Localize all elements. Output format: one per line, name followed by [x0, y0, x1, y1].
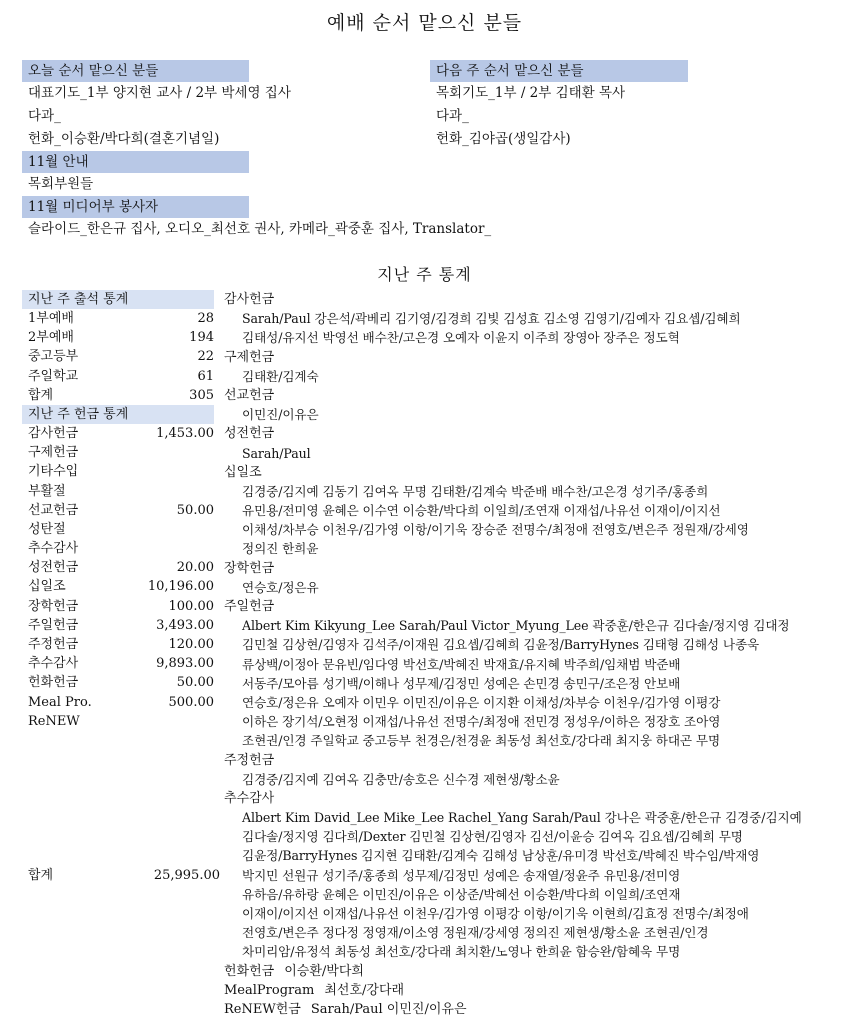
offering-row	[22, 462, 214, 481]
next-week-header: 다음 주 순서 맡으신 분들	[430, 60, 688, 82]
offering-row-label: 장학헌금	[28, 598, 79, 614]
detail-footer-category: 헌화헌금	[224, 963, 275, 979]
detail-footer-category: MealProgram	[224, 982, 315, 998]
attendance-row	[22, 367, 214, 386]
detail-names-line: 유민용/전미영 윤혜은 이수연 이승환/박다희 이일희/조연재 이재섭/나유선 이재이/이지선	[242, 503, 721, 519]
offering-row	[22, 712, 214, 731]
next-week-line: 헌화_김야곱(생일감사)	[436, 131, 571, 147]
today-header: 오늘 순서 맡으신 분들	[22, 60, 249, 82]
offering-row	[22, 635, 214, 654]
november-notice-header: 11월 안내	[22, 151, 249, 173]
detail-names-line: 김민철 김상현/김영자 김석주/이재원 김요셉/김혜희 김윤정/BarryHynes 김태형 김해성 나종욱	[242, 637, 760, 653]
offering-row-value: 500.00	[168, 694, 214, 710]
attendance-row-value: 22	[197, 349, 214, 365]
november-media-line: 슬라이드_한은규 집사, 오디오_최선호 권사, 카메라_곽중훈 집사, Translator_	[28, 221, 492, 237]
today-line: 다과_	[28, 108, 61, 124]
detail-category: 선교헌금	[224, 387, 275, 403]
detail-names-line: 김윤정/BarryHynes 김지현 김태환/김계숙 김해성 남상훈/유미경 박선호/박혜진 박수임/박재영	[242, 848, 760, 864]
detail-names-line: 전영호/변은주 정다정 정영재/이소영 정원재/강세영 정의진 제현생/황소윤 조현권/인경	[242, 925, 709, 941]
offering-row-label: 추수감사	[28, 656, 79, 672]
detail-names-line: 김태환/김계숙	[242, 368, 319, 384]
detail-category: 추수감사	[224, 790, 275, 806]
offering-row	[22, 501, 214, 520]
attendance-header: 지난 주 출석 통계	[22, 290, 214, 309]
detail-names-line: 연승호/정은유 오예자 이민우 이민진/이유은 이지환 이채성/차부승 이천우/김가영 이평강	[242, 694, 721, 710]
offering-row	[22, 597, 214, 616]
detail-names-line: 이민진/이유은	[242, 407, 319, 423]
offering-row	[22, 654, 214, 673]
offering-row-value: 50.00	[176, 502, 214, 518]
attendance-row-label: 합계	[28, 387, 54, 403]
offering-row	[22, 673, 214, 692]
offering-row-label: 추수감사	[28, 541, 79, 557]
offering-row	[22, 558, 214, 577]
detail-footer-line	[224, 1000, 834, 1019]
detail-category: 성전헌금	[224, 426, 275, 442]
detail-footer-names: 최선호/강다래	[324, 982, 405, 998]
attendance-row-label: 2부예배	[28, 330, 74, 346]
offering-row-label: 주정헌금	[28, 637, 79, 652]
offering-row	[22, 539, 214, 558]
offering-total-label: 합계	[28, 868, 54, 883]
detail-names-line: 연승호/정은유	[242, 579, 319, 595]
offering-row-label: 부활절	[28, 483, 66, 499]
november-notice-line: 목회부원들	[28, 176, 94, 192]
detail-names-line: 김태성/유지선 박영선 배수찬/고은경 오예자 이윤지 이주희 장영아 장주은 정도혁	[242, 330, 680, 346]
page-title: 예배 순서 맡으신 분들	[326, 12, 523, 34]
offering-row-value: 100.00	[168, 598, 214, 614]
offering-row-value: 20.00	[176, 560, 214, 576]
offering-row-label: 기타수입	[28, 464, 79, 480]
detail-names-line: 조현권/인경 주일학교 중고등부 천경은/천경윤 최동성 최선호/강다래 최지웅 하대곤 무명	[242, 733, 721, 749]
detail-names-line: 정의진 한희윤	[242, 541, 319, 557]
offering-row-label: Meal Pro.	[28, 694, 92, 710]
detail-footer-category: ReNEW헌금	[224, 1001, 301, 1017]
november-media-header: 11월 미디어부 봉사자	[22, 196, 249, 218]
detail-category: 주일헌금	[224, 599, 275, 614]
attendance-row-value: 61	[197, 368, 214, 384]
attendance-row-value: 28	[197, 311, 214, 326]
attendance-row-label: 중고등부	[28, 349, 79, 365]
offering-row	[22, 616, 214, 635]
offering-row	[22, 482, 214, 501]
detail-footer-line	[224, 981, 834, 1000]
detail-footer-line	[224, 962, 834, 981]
attendance-row	[22, 328, 214, 347]
attendance-row-label: 주일학교	[28, 368, 79, 384]
detail-names-line: 이하은 장기석/오현정 이재섭/나유선 전명수/최정애 전민경 정성우/이하은 정장호 조아영	[242, 714, 721, 730]
stats-title: 지난 주 통계	[377, 265, 472, 284]
stats-column	[22, 290, 214, 731]
detail-names-line: 류상백/이정아 문유빈/임다영 박선호/박혜진 박재효/유지혜 박주희/임채범 박준배	[242, 656, 681, 672]
detail-category: 주정헌금	[224, 752, 275, 768]
offering-row-label: 십일조	[28, 579, 66, 595]
offering-row-label: 구제헌금	[28, 445, 79, 461]
offering-row	[22, 693, 214, 712]
offering-row-value: 10,196.00	[147, 579, 214, 595]
attendance-row-value: 305	[189, 387, 214, 403]
offering-row	[22, 443, 214, 462]
attendance-row	[22, 386, 214, 405]
offering-row	[22, 424, 214, 443]
detail-footer-names: 이승환/박다희	[284, 963, 364, 979]
detail-names-line: 박지민 선원규 성기주/홍종희 성무제/김정민 성예은 송재열/정윤주 유민용/전미영	[242, 867, 681, 883]
attendance-row	[22, 309, 214, 328]
attendance-row-value: 194	[189, 330, 214, 346]
detail-category: 십일조	[224, 464, 262, 480]
offering-row	[22, 520, 214, 539]
offering-row-value: 120.00	[168, 637, 214, 652]
next-week-line: 다과_	[436, 108, 469, 124]
offering-row-label: ReNEW	[28, 713, 80, 729]
offering-row-label: 성전헌금	[28, 560, 79, 576]
offering-row-label: 감사헌금	[28, 425, 79, 441]
offering-row	[22, 577, 214, 596]
offering-row-label: 헌화헌금	[28, 675, 79, 691]
offering-row-label: 주일헌금	[28, 617, 79, 633]
offering-row-label: 성탄절	[28, 521, 66, 537]
detail-names-line: 이채성/차부승 이천우/김가영 이항/이기욱 장승준 전명수/최정애 전영호/변은주 정원재/강세영	[242, 522, 749, 538]
detail-category: 감사헌금	[224, 292, 275, 307]
offering-row-value: 3,493.00	[156, 617, 214, 633]
attendance-row	[22, 347, 214, 366]
detail-names-line: 차미리암/유정석 최동성 최선호/강다래 최치환/노영나 한희윤 함승완/함혜욱 무명	[242, 944, 681, 960]
left-column	[22, 60, 492, 241]
offering-details	[224, 290, 834, 1019]
next-week-line: 목회기도_1부 / 2부 김태환 목사	[436, 85, 626, 101]
detail-names-line: 김경중/김지예 김여옥 김충만/송호은 신수경 제현생/황소윤	[242, 771, 560, 787]
detail-names-line: 이재이/이지선 이재섭/나유선 이천우/김가영 이평강 이항/이기욱 이현희/김효정 전명수/최정애	[242, 906, 749, 921]
offering-total-value: 25,995.00	[153, 868, 220, 883]
attendance-row-label: 1부예배	[28, 311, 74, 326]
offering-row-value: 9,893.00	[156, 656, 214, 672]
offering-row-value: 50.00	[176, 675, 214, 691]
attendance-table	[22, 309, 214, 405]
offering-row-label: 선교헌금	[28, 502, 79, 518]
offering-header: 지난 주 헌금 통계	[22, 405, 214, 424]
offering-total-row	[22, 866, 220, 885]
detail-footer-names: Sarah/Paul 이민진/이유은	[310, 1001, 467, 1017]
detail-names-line: 김경중/김지예 김동기 김여옥 무명 김태환/김계숙 박준배 배수찬/고은경 성기주/홍종희	[242, 483, 709, 499]
detail-names-line: Sarah/Paul	[242, 445, 311, 461]
detail-names-line: Sarah/Paul 강은석/곽베리 김기영/김경희 김빛 김성효 김소영 김영기/김예자 김요셉/김혜희	[242, 311, 741, 327]
today-line: 헌화_이승환/박다희(결혼기념일)	[28, 131, 220, 147]
offering-row-value: 1,453.00	[156, 425, 214, 441]
detail-names-line: 김다솔/정지영 김다희/Dexter 김민철 김상현/김영자 김선/이윤승 김여옥 김요셉/김혜희 무명	[242, 829, 743, 845]
today-line: 대표기도_1부 양지현 교사 / 2부 박세영 집사	[28, 85, 291, 101]
detail-category: 장학헌금	[224, 560, 275, 576]
detail-names-line: 유하음/유하랑 윤혜은 이민진/이유은 이상준/박혜선 이승환/박다희 이일희/조연재	[242, 886, 681, 902]
detail-names-line: Albert Kim David_Lee Mike_Lee Rachel_Yang Sarah/Paul 강나은 곽중훈/한은규 김경중/김지예	[242, 810, 802, 826]
right-column	[430, 60, 830, 151]
detail-category: 구제헌금	[224, 349, 275, 365]
detail-names-line: Albert Kim Kikyung_Lee Sarah/Paul Victor_Myung_Lee 곽중훈/한은규 김다솔/정지영 김대정	[242, 618, 790, 634]
offering-table	[22, 424, 214, 731]
detail-names-line: 서동주/모아름 성기백/이해나 성무제/김정민 성예은 손민경 송민구/조은정 안보배	[242, 675, 681, 691]
